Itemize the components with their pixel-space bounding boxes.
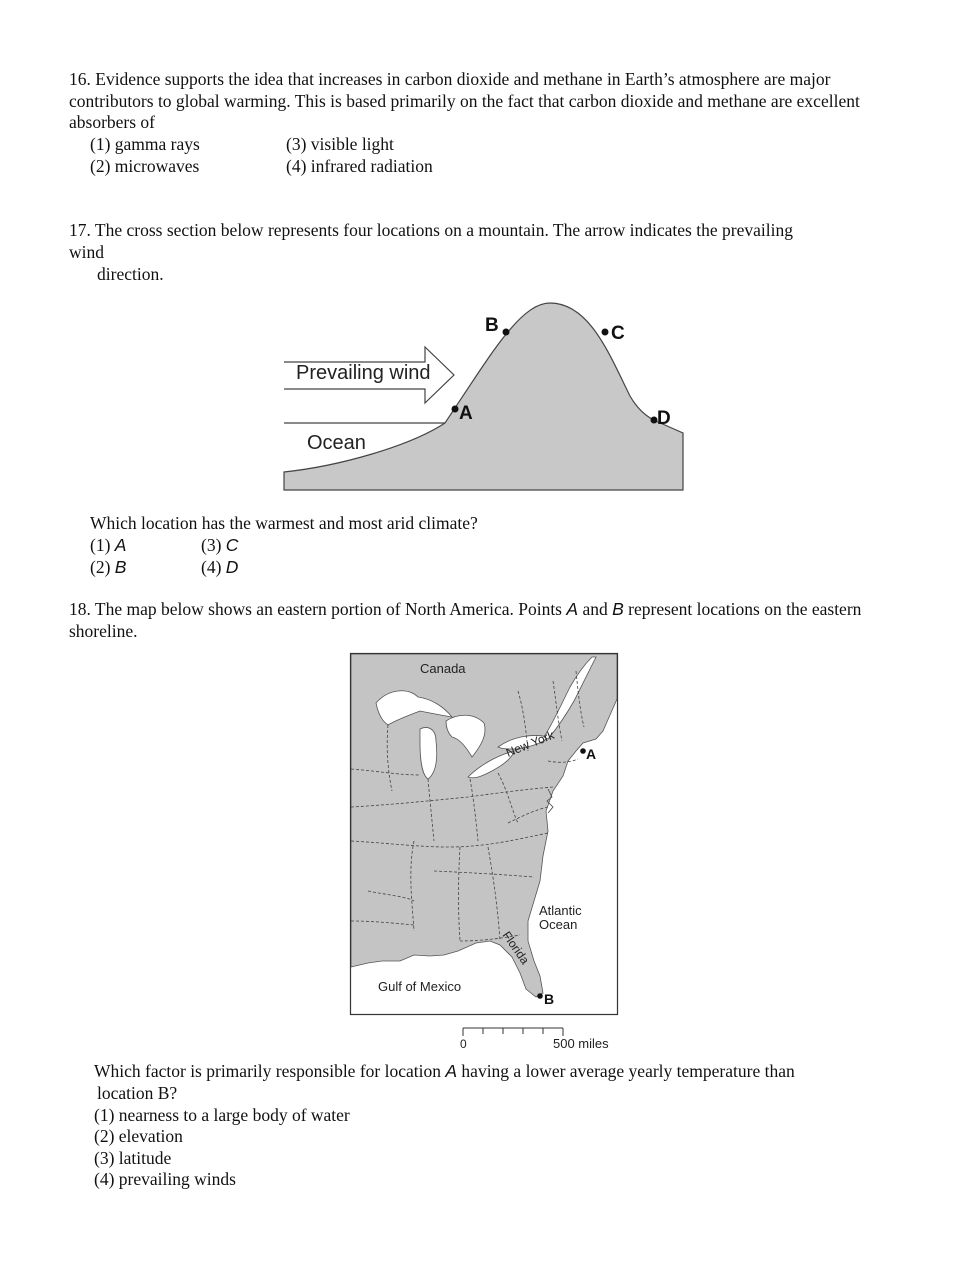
q17-option-1: (1) A	[90, 535, 127, 555]
question-18-prompt-line2: location B?	[97, 1083, 178, 1103]
point-d-label: D	[657, 408, 671, 429]
map-florida-label: Florida	[499, 928, 533, 967]
scale-start-label: 0	[460, 1037, 467, 1051]
map-atlantic-label-1: Atlantic	[539, 903, 582, 918]
question-17-text-line3: direction.	[97, 264, 164, 284]
q16-option-4: (4) infrared radiation	[286, 156, 433, 176]
map-scale-bar	[450, 1024, 620, 1052]
q16-option-2: (2) microwaves	[90, 156, 200, 176]
question-18-prompt-line1: Which factor is primarily responsible for location A having a lower average yearly temperature than	[94, 1061, 795, 1081]
map-canada-label: Canada	[420, 661, 466, 676]
point-a-marker	[452, 406, 459, 413]
q16-option-1: (1) gamma rays	[90, 134, 200, 154]
eastern-north-america-map	[348, 651, 620, 1017]
point-c-marker	[602, 329, 609, 336]
point-b-marker	[503, 329, 510, 336]
q17-option-4: (4) D	[201, 557, 239, 577]
map-point-b-marker	[537, 993, 543, 999]
map-gulf-label: Gulf of Mexico	[378, 979, 462, 994]
point-c-label: C	[611, 323, 625, 344]
q16-option-3: (3) visible light	[286, 134, 394, 154]
q18-option-4: (4) prevailing winds	[94, 1169, 236, 1189]
scale-end-label: 500 miles	[553, 1036, 609, 1051]
question-17-text-line1: 17. The cross section below represents four locations on a mountain. The arrow indicates the prevailing	[69, 220, 793, 240]
q17-option-3: (3) C	[201, 535, 239, 555]
question-16-text: 16. Evidence supports the idea that increases in carbon dioxide and methane in Earth’s atmosphere are major contributors to global warming. This is based primarily on the fact that carbon dioxide and methane are excellent absorbers of	[69, 69, 860, 132]
map-point-a-label: A	[586, 746, 597, 762]
mountain-cross-section-diagram	[280, 296, 690, 496]
q18-option-2: (2) elevation	[94, 1126, 183, 1146]
map-point-a-marker	[580, 748, 586, 754]
wind-label: Prevailing wind	[296, 362, 431, 384]
question-18-text: 18. The map below shows an eastern portion of North America. Points A and B represent locations on the eastern shoreline.	[69, 599, 862, 641]
question-17-text-line2: wind	[69, 242, 104, 262]
map-atlantic-label-2: Ocean	[539, 917, 578, 932]
question-17-prompt: Which location has the warmest and most arid climate?	[90, 513, 478, 533]
q18-option-1: (1) nearness to a large body of water	[94, 1105, 350, 1125]
map-newyork-label: New York	[503, 727, 557, 760]
point-a-label: A	[459, 403, 473, 424]
q17-option-2: (2) B	[90, 557, 127, 577]
ocean-label: Ocean	[307, 432, 366, 454]
point-b-label: B	[485, 315, 499, 336]
q18-option-3: (3) latitude	[94, 1148, 172, 1168]
map-point-b-label: B	[544, 991, 555, 1007]
